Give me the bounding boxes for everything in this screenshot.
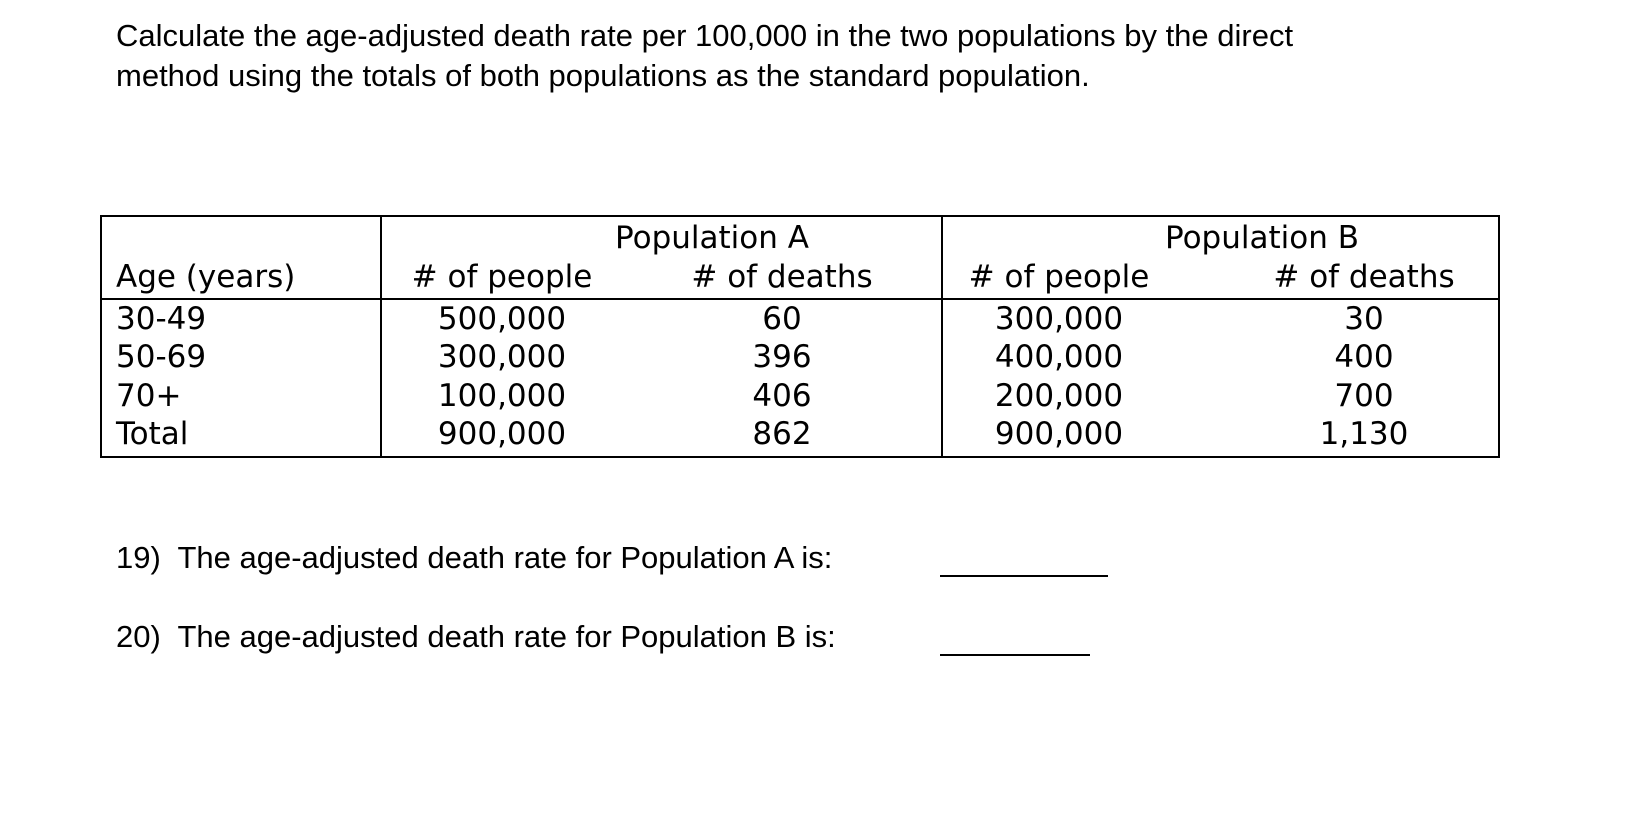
b-deaths-column-header: # of deaths: [1273, 259, 1455, 295]
a-people-cell: 300,000: [437, 339, 567, 375]
question-20: [116, 617, 836, 657]
age-cell: 70+: [116, 378, 182, 414]
question-number: 19): [116, 540, 161, 575]
age-cell-total: Total: [116, 416, 189, 452]
b-deaths-cell: 30: [1344, 301, 1384, 337]
a-people-cell: 500,000: [437, 301, 567, 337]
age-column-header: Age (years): [116, 259, 296, 295]
a-people-column-header: # of people: [411, 259, 593, 295]
a-deaths-total-cell: 862: [752, 416, 812, 452]
b-people-cell: 200,000: [994, 378, 1124, 414]
a-deaths-cell: 396: [752, 339, 812, 375]
b-people-cell: 300,000: [994, 301, 1124, 337]
question-text: The age-adjusted death rate for Population B is:: [177, 619, 836, 654]
question-text: The age-adjusted death rate for Population A is:: [177, 540, 833, 575]
population-a-header: Population A: [615, 220, 809, 256]
instructions: [116, 16, 1536, 96]
mortality-table: [100, 215, 1500, 458]
answer-blank-20[interactable]: [940, 654, 1090, 656]
b-people-total-cell: 900,000: [994, 416, 1124, 452]
a-deaths-cell: 60: [762, 301, 802, 337]
a-deaths-column-header: # of deaths: [691, 259, 873, 295]
age-cell: 30-49: [116, 301, 207, 337]
answer-blank-19[interactable]: [940, 575, 1108, 577]
age-cell: 50-69: [116, 339, 207, 375]
question-19: [116, 538, 832, 578]
instructions-line-1: Calculate the age-adjusted death rate per 100,000 in the two populations by the direct: [116, 18, 1294, 53]
a-people-total-cell: 900,000: [437, 416, 567, 452]
question-number: 20): [116, 619, 161, 654]
a-deaths-cell: 406: [752, 378, 812, 414]
b-deaths-cell: 400: [1334, 339, 1394, 375]
b-people-column-header: # of people: [968, 259, 1150, 295]
population-b-header: Population B: [1165, 220, 1359, 256]
column-divider: [941, 217, 943, 456]
instructions-line-2: method using the totals of both populations as the standard population.: [116, 58, 1090, 93]
b-deaths-total-cell: 1,130: [1319, 416, 1409, 452]
b-deaths-cell: 700: [1334, 378, 1394, 414]
header-divider: [102, 298, 1498, 300]
column-divider: [380, 217, 382, 456]
a-people-cell: 100,000: [437, 378, 567, 414]
b-people-cell: 400,000: [994, 339, 1124, 375]
